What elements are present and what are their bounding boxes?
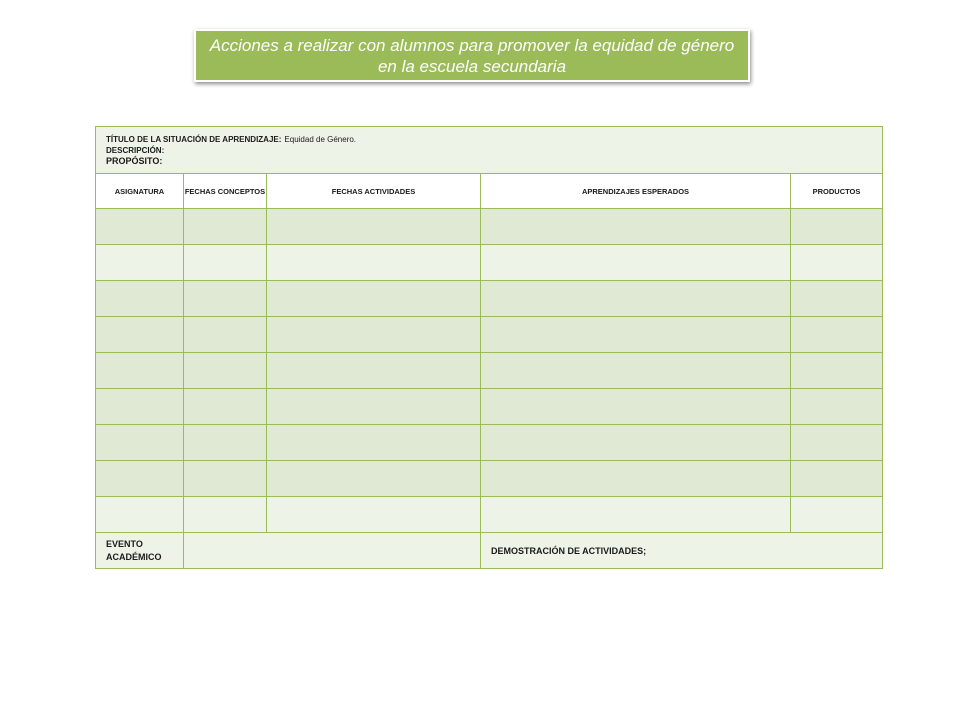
descripcion-label: DESCRIPCIÓN: [106, 145, 165, 155]
table-row [96, 353, 883, 389]
table-row [96, 281, 883, 317]
header-row [96, 174, 883, 209]
title-line-2: en la escuela secundaria [377, 56, 567, 76]
table-cell[interactable] [184, 281, 267, 317]
table-cell[interactable] [184, 389, 267, 425]
table-cell[interactable] [481, 461, 791, 497]
table-cell[interactable] [184, 497, 267, 533]
table-cell[interactable] [184, 317, 267, 353]
evento-academico-label: EVENTO ACADÉMICO [96, 533, 184, 569]
table-cell[interactable] [96, 209, 184, 245]
table-cell[interactable] [184, 461, 267, 497]
table-cell[interactable] [184, 209, 267, 245]
table-cell[interactable] [791, 281, 883, 317]
table-cell[interactable] [96, 497, 184, 533]
table-cell[interactable] [184, 425, 267, 461]
table-row [96, 425, 883, 461]
table-cell[interactable] [96, 425, 184, 461]
table-cell[interactable] [481, 353, 791, 389]
col-header-fechas-actividades: FECHAS ACTIVIDADES [267, 174, 481, 209]
table-cell[interactable] [481, 497, 791, 533]
table-row [96, 245, 883, 281]
table-cell[interactable] [96, 317, 184, 353]
table-cell[interactable] [96, 461, 184, 497]
table-cell[interactable] [791, 317, 883, 353]
table-cell[interactable] [184, 245, 267, 281]
table-row [96, 497, 883, 533]
table-cell[interactable] [96, 353, 184, 389]
title-line-1: Acciones a realizar con alumnos para promover la equidad de género [209, 35, 735, 55]
demostracion-label: DEMOSTRACIÓN DE ACTIVIDADES; [481, 533, 883, 569]
table-cell[interactable] [184, 353, 267, 389]
titulo-value: Equidad de Género. [284, 134, 357, 144]
col-header-productos: PRODUCTOS [791, 174, 883, 209]
footer-row [96, 533, 883, 569]
table-cell[interactable] [791, 497, 883, 533]
info-row [96, 127, 883, 174]
table-cell[interactable] [481, 245, 791, 281]
table-cell[interactable] [791, 209, 883, 245]
table-cell[interactable] [791, 353, 883, 389]
table-cell[interactable] [267, 461, 481, 497]
table-row [96, 209, 883, 245]
table-cell[interactable] [791, 389, 883, 425]
table-cell[interactable] [481, 389, 791, 425]
title-banner [194, 29, 750, 82]
col-header-aprendizajes-esperados: APRENDIZAJES ESPERADOS [481, 174, 791, 209]
titulo-label: TÍTULO DE LA SITUACIÓN DE APRENDIZAJE: [106, 134, 282, 144]
table-cell[interactable] [96, 389, 184, 425]
planning-table [95, 126, 883, 569]
evento-academico-cell[interactable] [184, 533, 481, 569]
info-cell [96, 127, 883, 174]
table-cell[interactable] [96, 245, 184, 281]
col-header-asignatura: ASIGNATURA [96, 174, 184, 209]
table-cell[interactable] [267, 209, 481, 245]
table-cell[interactable] [791, 245, 883, 281]
table-cell[interactable] [267, 245, 481, 281]
table-cell[interactable] [267, 497, 481, 533]
col-header-fechas-conceptos: FECHAS CONCEPTOS [184, 174, 267, 209]
table-cell[interactable] [791, 425, 883, 461]
table-cell[interactable] [481, 209, 791, 245]
table-row [96, 389, 883, 425]
table-cell[interactable] [791, 461, 883, 497]
table-cell[interactable] [481, 425, 791, 461]
table-row [96, 317, 883, 353]
table-cell[interactable] [267, 389, 481, 425]
table-cell[interactable] [96, 281, 184, 317]
titulo-line [106, 134, 872, 145]
table-cell[interactable] [267, 353, 481, 389]
table-row [96, 461, 883, 497]
table-cell[interactable] [481, 281, 791, 317]
table-cell[interactable] [481, 317, 791, 353]
table-cell[interactable] [267, 425, 481, 461]
proposito-label: PROPÓSITO: [106, 155, 163, 166]
title-text [210, 35, 734, 77]
table-cell[interactable] [267, 281, 481, 317]
table-cell[interactable] [267, 317, 481, 353]
